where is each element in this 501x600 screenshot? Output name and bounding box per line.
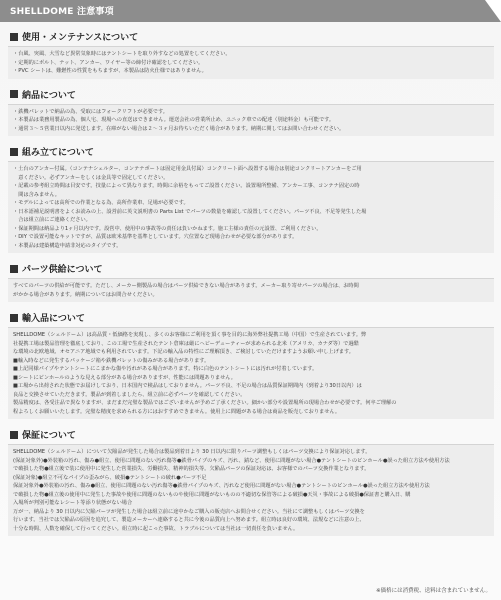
section-heading	[8, 30, 494, 43]
footnote: ※価格には消費税、送料は含まれていません。	[376, 588, 491, 594]
header-bar	[0, 0, 501, 22]
body-line: で破損した物●組立後で装に使用中に発生した営業損失、労働損失、精神的損失等。欠陥品パーツの保証対応は、お客様でのパーツ交換作業となります。	[13, 466, 370, 472]
section	[8, 428, 494, 536]
square-bullet-icon	[10, 33, 18, 41]
body-line: ■上記同様パイプやテントシートにこまかな傷や汚れがある場合があります。特に白色のテントシートには汚れが付着しています。	[13, 366, 318, 372]
content	[8, 30, 494, 545]
section-body	[8, 278, 494, 302]
section-heading	[8, 145, 494, 158]
body-line: SHELLDOME（シェルドーム）について欠陥品が発生した場合は製品到着日より 30 日以内に限りパーツ調整もしくはパーツ交換により保証対応します。	[13, 449, 371, 455]
body-line: 程よろしくお願いいたします。完璧な精度を求められる方にはおすすめできません。使用上に問題がある場合は商品を販売しておりません。	[13, 408, 341, 415]
section-title: 使用・メンテナンスについて	[22, 33, 139, 43]
square-bullet-icon	[10, 90, 18, 98]
body-line: 万が一、納品より 30 日以内に欠陥パーツが発生した場合は組立前に途中かなご購入の販売店へお問合せください。当社にて調整もしくはパーツ交換を	[13, 508, 365, 515]
body-line: ・本製品は建築構造申請非対応のタイプです。	[13, 242, 122, 249]
body-line: すべてのパーツの供給が可能です。ただし、メーカー側製品の場合はパーツ供給できない場合があります。メーカー取り寄せパーツの場合は、お時間	[13, 283, 359, 289]
body-line: ・DIY で設置可能なキットですが、品質は欧米基準を基準としています。穴位置など現場合わせが必要な部分があります。	[13, 234, 298, 240]
section-body	[8, 104, 494, 137]
section-heading	[8, 428, 494, 441]
section-body	[8, 327, 494, 419]
body-line: 合は組立前にご連絡ください。	[13, 217, 91, 223]
body-line: ・モデルによっては高所での作業となる為、高所作業車、足場が必要です。	[13, 200, 189, 206]
section-body	[8, 161, 494, 253]
body-line: な環境の北欧地域、オセアニア地域でも利用されています。下記の輸入品の特性にご理解頂き、ご検討していただけますようお願い申し上げます。	[13, 349, 354, 355]
body-line: ■輸入時などに発生するパッケージ箱や鉄機パレットの傷みがある場合があります。	[13, 357, 210, 364]
section-title: パーツ供給について	[22, 265, 103, 275]
body-line: 十分な時間、人数を確保して行ってください。組立時に起こった事故、トラブルについては当社は一切責任を負いません。	[13, 525, 299, 532]
section-heading	[8, 262, 494, 275]
section-title: 組み立てについて	[22, 148, 94, 158]
body-line: 行います。当社では欠陥品の原因を追究して、製造メーカーへ連絡すると共に今後の品質向上へ努めます。組立時は良好の環境、法規などに注意の上、	[13, 517, 365, 523]
body-line: で破損した物●組立後の使用中に発生した事故や使用に問題のないものや使用に問題がないものの不適切な保管等による破損●天災・事故による破損●保証書と購入日、購	[13, 491, 411, 498]
square-bullet-icon	[10, 148, 18, 156]
body-line: 社提携工場は製品管理を徹底しており、この工場で生産されたテント倉庫は厳にヘビーデューティーが求められる北米（アメリカ、カナダ等）で過酷	[13, 340, 359, 347]
body-line: ■シートにピンホールのような見える部分がある場合がありますが、性能には問題ありません。	[13, 374, 236, 381]
body-line: (保証対象)●組立不可なパイプの歪みがら、破損●テントシートの破れ●パーツ不足	[13, 474, 207, 481]
body-line: 保証対象外●外装箱の汚れ、傷み●組立、使用に問題のない汚れ傷等●鉄骨パイプのキズ、汚れなど使用に問題がない場合●テントシートのピンホール●誤った組立方法や使用方法	[13, 483, 430, 489]
body-line: SHELLDOME（シェルドーム）は高品質・低価格を実現し、多くのお客様にご利用を頂く事を目的に海外弊社提携工場（中国）で生産されています。弊	[13, 332, 367, 338]
body-line: 良品と交換させていただきます。製品が到着しましたら、組立前に必ずパーツを確認してください。	[13, 391, 246, 398]
body-line: ・土台のアンカー付属。（コンテナシェルター、コンテナポートは固定用金具付属）コンクリート面へ設置する場合は別途コンクリートアンカーをご用	[13, 166, 362, 172]
section	[8, 311, 494, 419]
body-line: ・PVC シートは、難燃性の性質をもちますが、本製品は防火仕様ではありません。	[13, 68, 207, 74]
body-line: ・記載の参考組立時間は目安です。技量によって異なります。時間に余裕をもってご設置ください。設置場所整備、アンカー工事、コンテナ固定の時	[13, 183, 360, 189]
body-line: ・日本語補足説明書をよくお読みの上、設営前に英文説明書の Parts List でパーツの数量を確認して設置してください。パーツ不良、不足等発生した場	[13, 208, 367, 215]
body-line: ・通常３～５営業日以内に発送します。在庫がない場合は２～３ヶ月お待ちいただく場合があります。納期に関してはお問い合わせください。	[13, 125, 345, 132]
section-heading	[8, 88, 494, 101]
body-line: (保証対象外)●外装箱の汚れ、傷み●組立、使用に問題のない汚れ傷等●鉄骨パイプのキズ、汚れ、錆など、使用に問題がない場合●テントシートのピンホール●誤った組立方法や使用方法	[13, 457, 450, 464]
page-title: SHELLDOME 注意事項	[10, 7, 114, 17]
body-line: ・定期的にボルト、ナット、アンカー、ワイヤー等の締付け確認をしてください。	[13, 59, 204, 66]
body-line: ・保証期間は納品より1ヶ月以内です。設営中、使用中の事故等の責任は負いかねます。施工主様の責任の元設置、ご利用ください。	[13, 225, 322, 232]
section-title: 納品について	[22, 90, 76, 101]
square-bullet-icon	[10, 431, 18, 439]
section-title: 保証について	[22, 431, 76, 441]
square-bullet-icon	[10, 265, 18, 273]
body-line: 間は含みません。	[13, 191, 60, 198]
header-corner	[485, 0, 501, 22]
section-body	[8, 46, 494, 79]
body-line: 意ください。必ずアンカーをしくは金具等で固定してください。	[13, 174, 169, 181]
body-line: ・鉄機パレットで納品の為、受取にはフォークリフトが必要です。	[13, 108, 168, 115]
body-line: 製品精度は、各受注品で異なりますが、まだまだ完璧な製品ではございませんが予めご了承ください。細かい部分や設置場所の現場合わせが必要です。何卒ご理解の	[13, 400, 397, 406]
section	[8, 145, 494, 253]
body-line: がかかる場合があります。納期についてはお問合せください。	[13, 291, 158, 298]
section-heading	[8, 311, 494, 324]
section-body	[8, 444, 494, 536]
section	[8, 30, 494, 79]
square-bullet-icon	[10, 314, 18, 322]
body-line: ■工場から出荷された状態でお届けしており、日本国内で検品はしておりません。パーツ不良、不足の場合は品質保証期間内（到着より30日以内）は	[13, 383, 362, 389]
section-title: 輸入品について	[22, 314, 85, 324]
section	[8, 88, 494, 137]
body-line: ・本製品は業務用製品の為、個人宅、現場への直送はできません。運送会社の営業所止め、ユニック車での配達（別途料金）も可能です。	[13, 117, 335, 123]
body-line: ・台風、突風、大雪など異常気象時にはテントシートを取り外すなどの処置をしてください。	[13, 51, 231, 57]
body-line: 入場所が判別可能なレシート等添り状態がない場合	[13, 500, 133, 506]
section	[8, 262, 494, 302]
